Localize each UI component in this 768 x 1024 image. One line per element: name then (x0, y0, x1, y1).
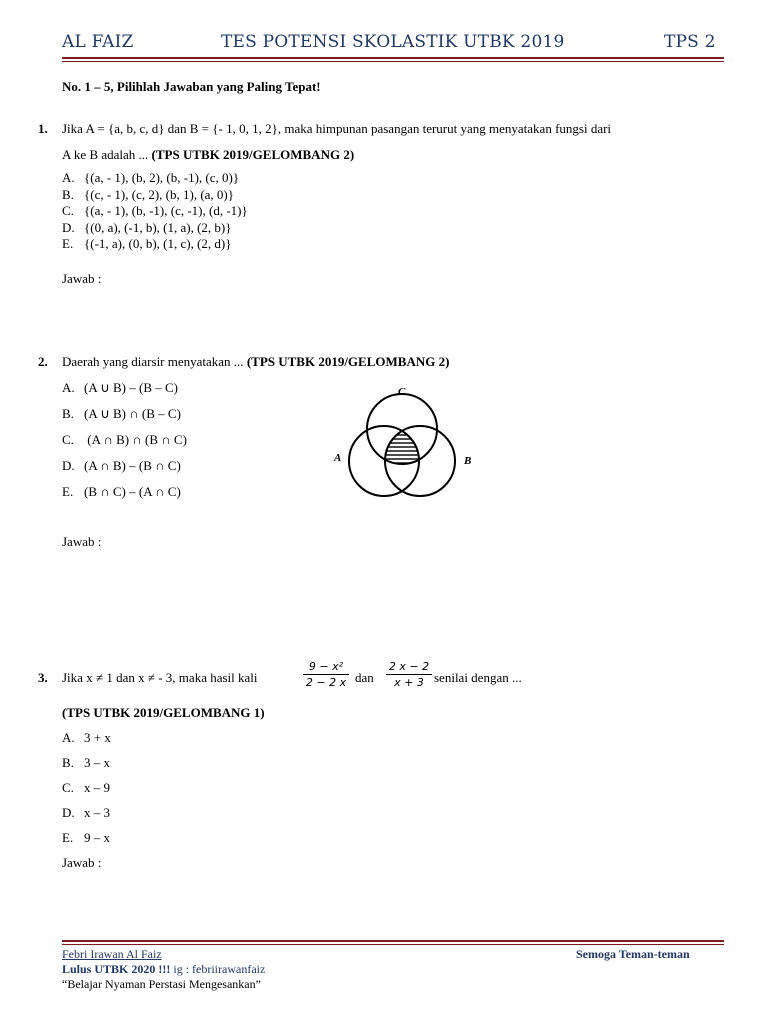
q2-option (62, 458, 181, 474)
venn-label-b: B (464, 455, 472, 467)
q2-number: 2. (38, 354, 48, 369)
q2-option-text: (A ∩ B) – (B ∩ C) (84, 458, 181, 473)
q1-answer-label: Jawab : (62, 271, 102, 286)
q1-option (62, 220, 231, 236)
venn-label-c: C (398, 386, 406, 398)
q2-option-letter: A. (62, 380, 75, 395)
q1-option-text: {(a, - 1), (b, 2), (b, -1), (c, 0)} (84, 170, 240, 185)
q3-fraction-1 (303, 659, 349, 690)
q2-option (62, 432, 187, 448)
q2-text (62, 354, 449, 370)
footer-right: Semoga Teman-teman (576, 947, 690, 961)
q1-text-line2-body: A ke B adalah ... (62, 147, 149, 162)
q2-source: (TPS UTBK 2019/GELOMBANG 2) (246, 354, 450, 369)
footer-tagline (62, 962, 265, 977)
q3-text-after: senilai dengan ... (434, 670, 522, 685)
q3-fraction-1-denominator: 2 − 2 x (305, 676, 347, 689)
q3-option (62, 830, 110, 846)
header-right: TPS 2 (664, 32, 716, 52)
q1-option-letter: B. (62, 186, 74, 202)
q1-option-text: {(0, a), (-1, b), (1, a), (2, b)} (84, 219, 232, 235)
q3-fraction-1-numerator: 9 − x² (303, 659, 349, 675)
q1-option-letter: A. (62, 170, 75, 185)
q3-option-letter: C. (62, 780, 74, 795)
q1-option-text: {(a, - 1), (b, -1), (c, -1), (d, -1)} (84, 203, 248, 218)
venn-label-a: A (334, 452, 342, 464)
header-rule-thick (62, 57, 724, 59)
q1-option (62, 170, 239, 186)
q1-option (62, 203, 248, 219)
q3-option-text: 3 + x (84, 730, 111, 745)
instruction: No. 1 – 5, Pilihlah Jawaban yang Paling Tepat! (62, 79, 321, 94)
q3-option (62, 730, 111, 746)
q1-text-line2 (62, 147, 354, 163)
q3-option-letter: D. (62, 805, 75, 820)
q1-option-text: {(-1, a), (0, b), (1, c), (2, d)} (84, 236, 232, 251)
q3-option-letter: A. (62, 730, 75, 745)
q2-option-letter: D. (62, 458, 75, 473)
q2-option-text: (B ∩ C) – (A ∩ C) (84, 484, 181, 499)
footer-ig: ig : febriirawanfaiz (173, 962, 266, 976)
q2-option (62, 380, 178, 396)
q2-text-body: Daerah yang diarsir menyatakan ... (62, 354, 244, 369)
q2-option-text: (A ∪ B) ∩ (B – C) (84, 406, 181, 421)
footer-author: Febri Irawan Al Faiz (62, 947, 162, 961)
q2-option-letter: E. (62, 484, 74, 499)
header-rule-thin (62, 61, 724, 62)
q3-option-text: x – 9 (84, 780, 110, 795)
q3-number: 3. (38, 670, 48, 685)
q3-fraction-2 (386, 659, 432, 690)
q1-option-letter: D. (62, 219, 75, 235)
q1-option (62, 187, 234, 203)
q1-option (62, 236, 231, 252)
q3-option (62, 755, 110, 771)
q3-option-text: x – 3 (84, 805, 110, 820)
q1-source: (TPS UTBK 2019/GELOMBANG 2) (151, 147, 355, 162)
q1-number: 1. (38, 121, 48, 136)
q3-answer-label: Jawab : (62, 855, 102, 870)
q3-fraction-2-numerator: 2 x − 2 (386, 659, 432, 675)
venn-diagram (326, 378, 478, 504)
q1-text-line1: Jika A = {a, b, c, d} dan B = {- 1, 0, 1, 2}, maka himpunan pasangan terurut yang menyatakan fungsi dari (62, 121, 612, 136)
footer-tagline-bold: Lulus UTBK 2020 !!! (62, 962, 171, 976)
q2-option-letter: B. (62, 406, 74, 421)
header-left: AL FAIZ (62, 32, 134, 52)
footer-rule-thin (62, 944, 724, 945)
q1-option-letter: E. (62, 236, 74, 251)
q3-option-text: 3 – x (84, 755, 110, 770)
q3-option-text: 9 – x (84, 830, 110, 845)
q2-option-text: (A ∩ B) ∩ (B ∩ C) (84, 432, 187, 447)
q2-answer-label: Jawab : (62, 534, 102, 549)
q3-text-before: Jika x ≠ 1 dan x ≠ - 3, maka hasil kali (62, 670, 258, 685)
q3-option-letter: B. (62, 755, 74, 770)
q1-option-letter: C. (62, 203, 74, 218)
footer-motto: “Belajar Nyaman Perstasi Mengesankan” (62, 977, 261, 991)
q3-option-letter: E. (62, 830, 74, 845)
q1-option-text: {(c, - 1), (c, 2), (b, 1), (a, 0)} (84, 186, 235, 202)
header-title: TES POTENSI SKOLASTIK UTBK 2019 (221, 32, 565, 52)
q3-source: (TPS UTBK 2019/GELOMBANG 1) (62, 705, 265, 720)
q2-option (62, 484, 181, 500)
q2-option-text: (A ∪ B) – (B – C) (84, 380, 179, 395)
q3-option (62, 780, 110, 796)
q2-option (62, 406, 181, 422)
q3-option (62, 805, 110, 821)
q3-fraction-2-denominator: x + 3 (394, 676, 424, 689)
q3-conjunction: dan (355, 670, 374, 685)
footer-rule-thick (62, 940, 724, 942)
q2-option-letter: C. (62, 432, 74, 447)
